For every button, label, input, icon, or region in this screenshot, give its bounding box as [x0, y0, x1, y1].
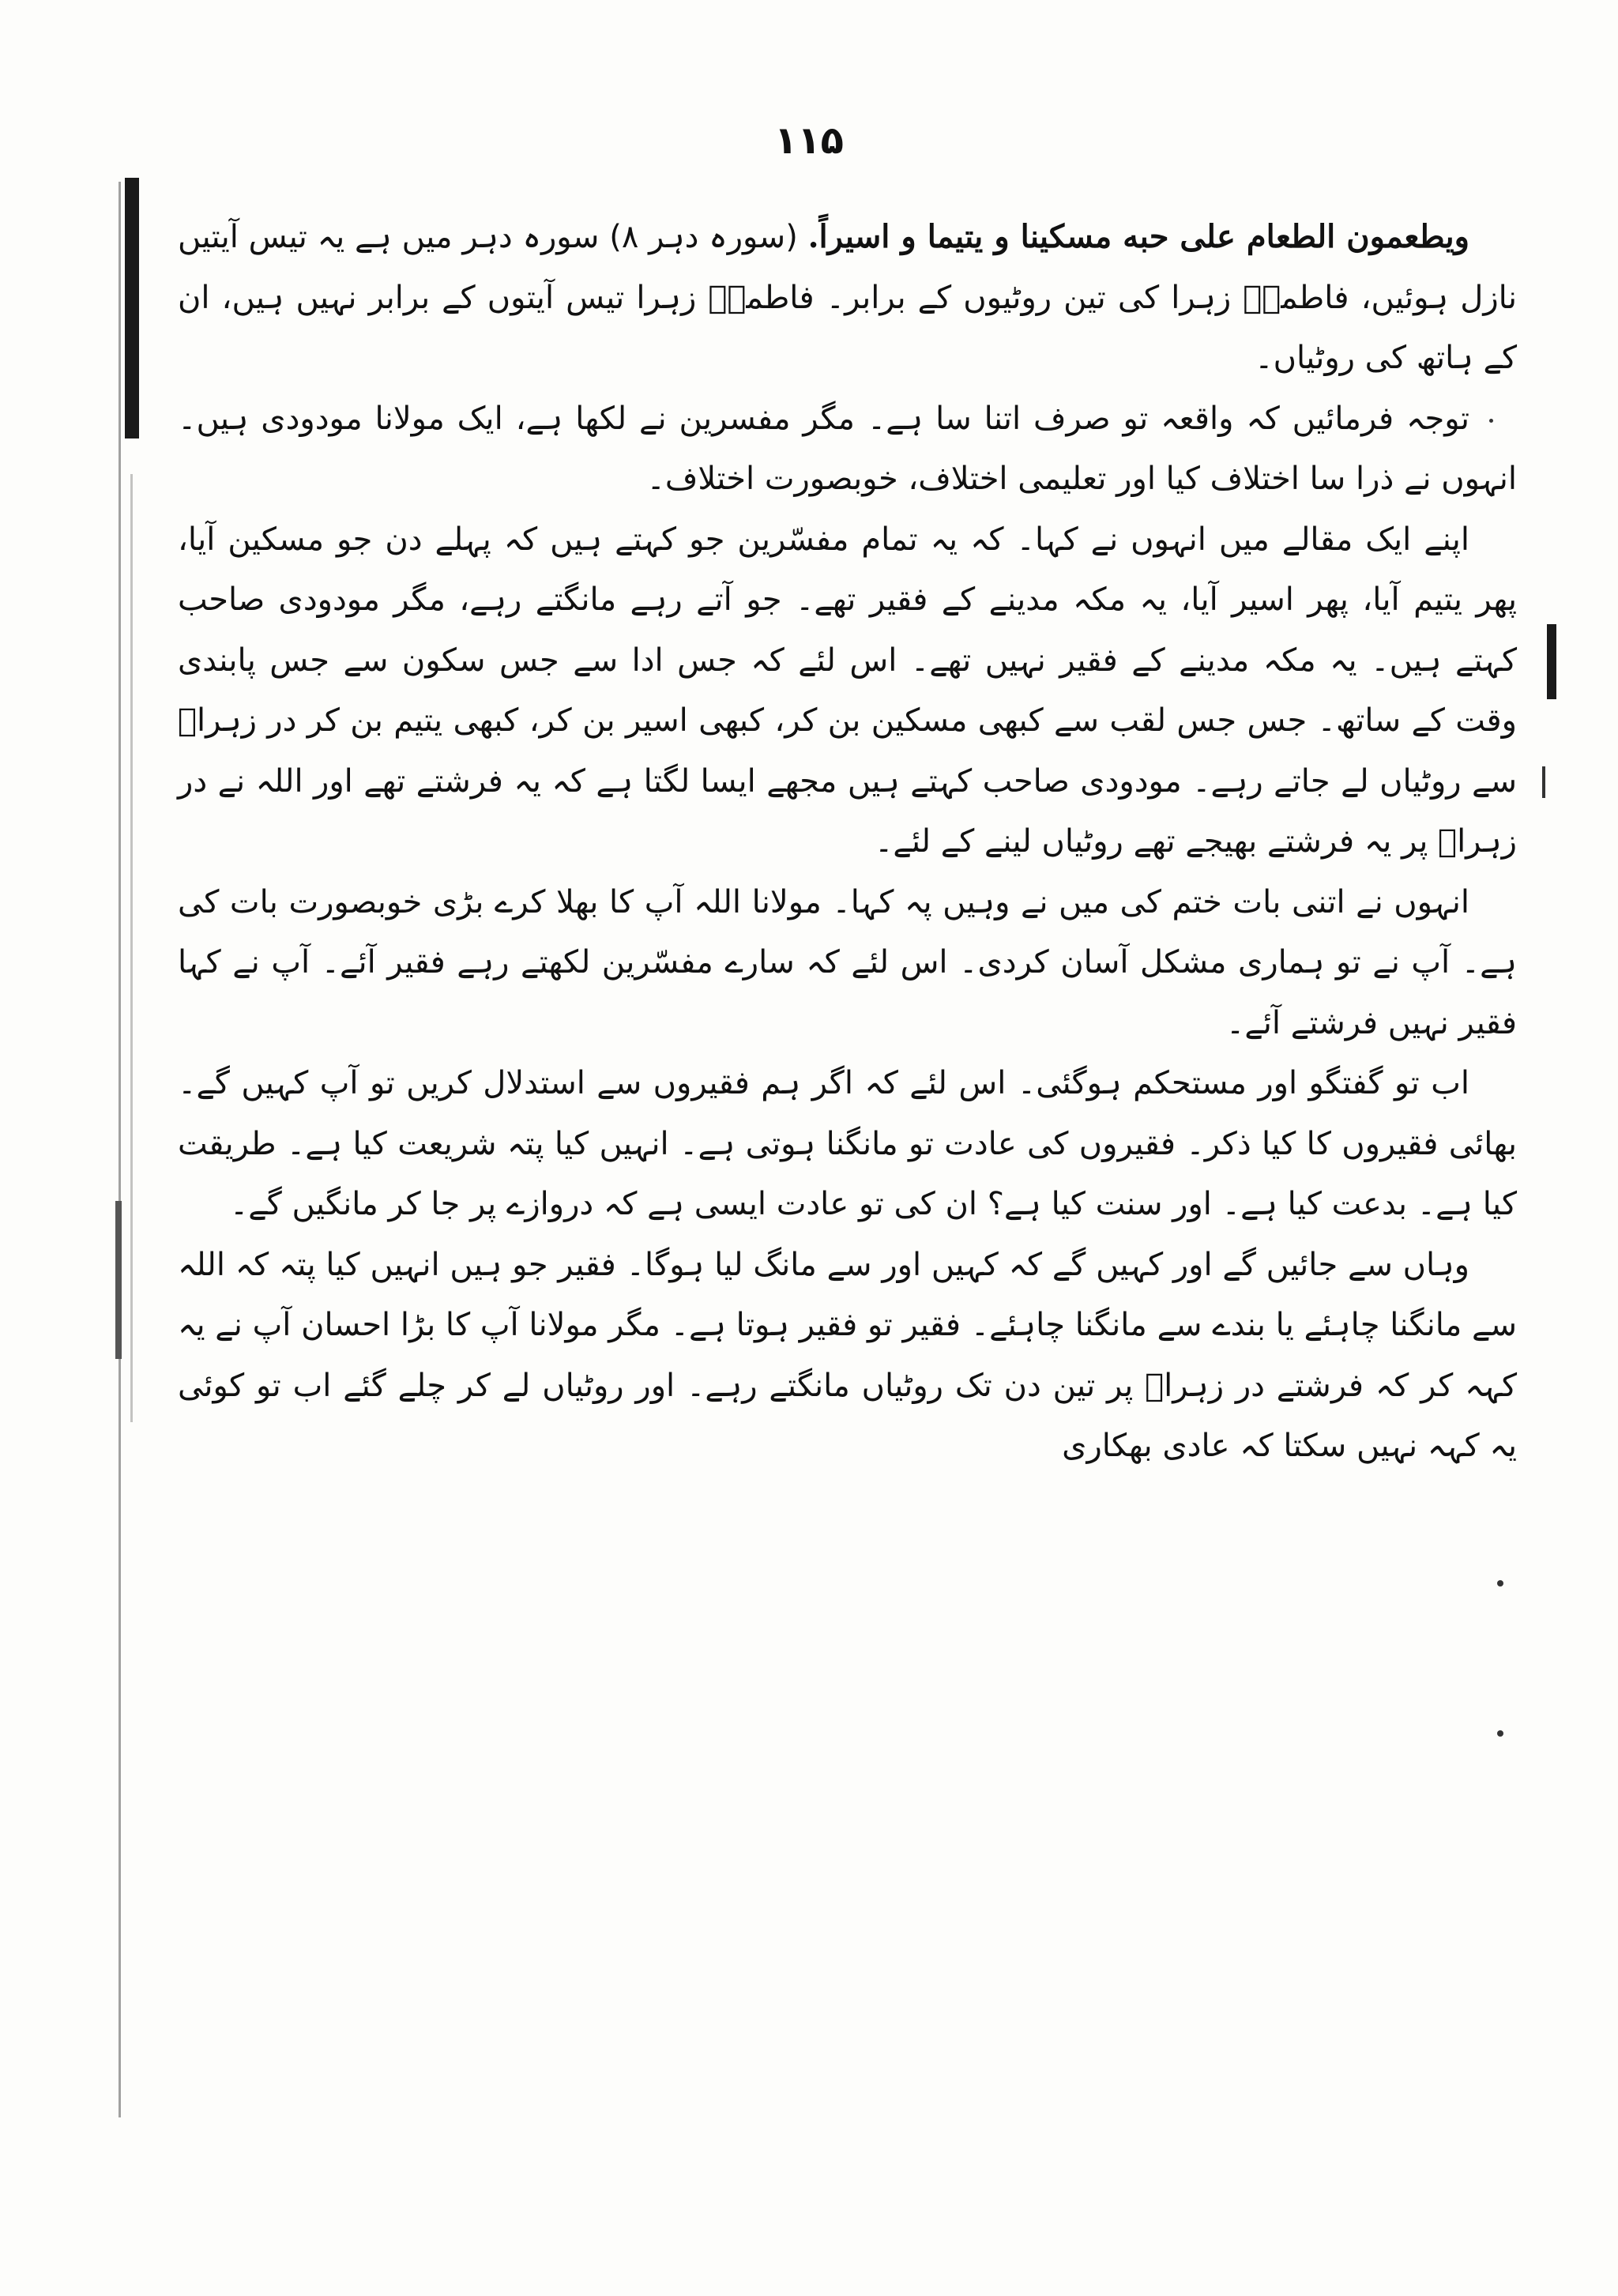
margin-mark: [1547, 624, 1556, 699]
paragraph: [178, 872, 1517, 1054]
margin-dot: [1497, 1580, 1503, 1586]
paragraph-text: اب تو گفتگو اور مستحکم ہوگئی۔ اس لئے کہ اگر ہم فقیروں سے استدلال کریں تو آپ کہیں گے۔ بھائی فقیروں کا کیا ذکر۔ فقیروں کی عادت تو مانگنا ہوتی ہے۔ انہیں کیا پتہ شریعت کیا ہے۔ طریقت کیا ہے۔ بدعت کیا ہے۔ اور سنت کیا ہے؟ ان کی تو عادت ایسی ہے کہ دروازے پر جا کر مانگیں گے۔: [178, 1065, 1517, 1222]
binding-edge-mark: [125, 178, 139, 438]
quran-verse: ویطعمون الطعام علی حبه مسکینا و یتیما و اسیراً.: [807, 218, 1469, 255]
paragraph-text: وہاں سے جائیں گے اور کہیں گے کہ کہیں اور سے مانگ لیا ہوگا۔ فقیر جو ہیں انہیں کیا پتہ کہ اللہ سے مانگنا چاہئے یا بندے سے مانگنا چاہئے۔ فقیر تو فقیر ہوتا ہے۔ مگر مولانا آپ کا بڑا احسان آپ نے یہ کہہ کر کہ فرشتے در زہراؑ پر تین دن تک روٹیاں مانگتے رہے۔ اور روٹیاں لے کر چلے گئے اب تو کوئی یہ کہہ نہیں سکتا کہ عادی بھکاری: [178, 1246, 1517, 1464]
paragraph: [178, 1235, 1517, 1477]
paragraph: [178, 207, 1517, 389]
margin-dot: [1497, 1730, 1503, 1737]
binding-edge-line: [119, 182, 121, 2117]
body-text: [178, 207, 1517, 1477]
paragraph: [178, 510, 1517, 872]
margin-mark: [1542, 766, 1545, 798]
paragraph-text: انہوں نے اتنی بات ختم کی میں نے وہیں پہ کہا۔ مولانا اللہ آپ کا بھلا کرے بڑی خوبصورت بات کی ہے۔ آپ نے تو ہماری مشکل آسان کردی۔ اس لئے کہ سارے مفسّرین لکھتے رہے فقیر آئے۔ آپ نے کہا فقیر نہیں فرشتے آئے۔: [178, 883, 1517, 1041]
binding-edge-line: [130, 474, 133, 1422]
paragraph: [178, 389, 1517, 510]
paragraph-text: اپنے ایک مقالے میں انہوں نے کہا۔ کہ یہ تمام مفسّرین جو کہتے ہیں کہ پہلے دن جو مسکین آیا، پھر یتیم آیا، پھر اسیر آیا، یہ مکہ مدینے کے فقیر تھے۔ جو آتے رہے مانگتے رہے، مگر مودودی صاحب کہتے ہیں۔ یہ مکہ مدینے کے فقیر نہیں تھے۔ اس لئے کہ جس ادا سے جس سکون سے جس پابندی وقت کے ساتھ۔ جس جس لقب سے کبھی مسکین بن کر، کبھی اسیر بن کر، کبھی یتیم بن کر در زہراؑ سے روٹیاں لے جاتے رہے۔ مودودی صاحب کہتے ہیں مجھے ایسا لگتا ہے کہ یہ فرشتے تھے اور اللہ نے در زہراؑ پر یہ فرشتے بھیجے تھے روٹیاں لینے کے لئے۔: [178, 521, 1517, 860]
paragraph-text: توجہ فرمائیں کہ واقعہ تو صرف اتنا سا ہے۔ مگر مفسرین نے لکھا ہے، ایک مولانا مودودی ہیں۔ انہوں نے ذرا سا اختلاف کیا اور تعلیمی اختلاف، خوبصورت اختلاف۔: [178, 400, 1517, 497]
binding-edge-mark: [115, 1201, 122, 1359]
paragraph-text: (سورہ دہر ۸) سورہ دہر میں ہے یہ تیس آیتیں نازل ہوئیں، فاطمہؑ زہرا کی تین روٹیوں کے برابر۔ فاطمہؑ زہرا تیس آیتوں کے برابر نہیں ہیں، ان کے ہاتھ کی روٹیاں۔: [178, 219, 1517, 376]
page-number: ۱۱۵: [774, 119, 844, 163]
paragraph: [178, 1053, 1517, 1235]
